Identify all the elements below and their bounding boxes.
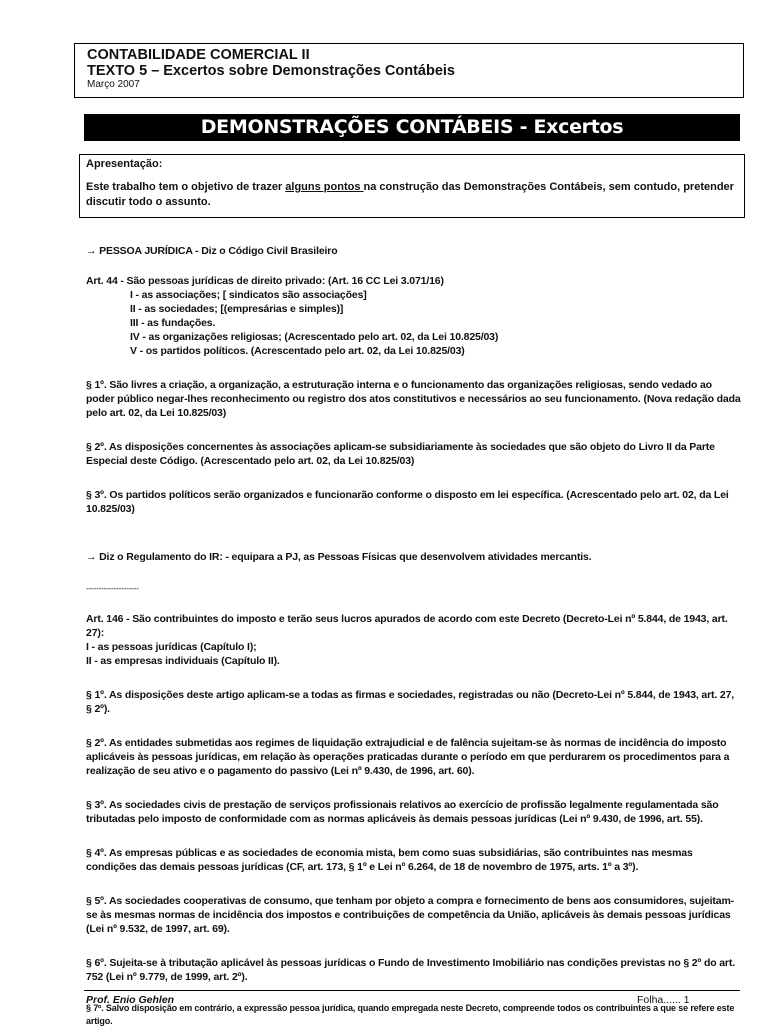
document-date: Março 2007 bbox=[87, 79, 140, 90]
footer-author: Prof. Enio Gehlen bbox=[86, 994, 175, 1006]
intro-text-underlined: alguns pontos bbox=[285, 181, 364, 193]
art146-paragraph-4: § 4º. As empresas públicas e as sociedades de economia mista, bem como suas subsidiárias, são contribuintes nas mesmas condições das demais pessoas jurídicas (CF, art. 173, § 1º e Lei nº 6.264, de 18 de novembro de 1975, arts. 1º a 3º). bbox=[86, 847, 693, 873]
art44-item: V - os partidos políticos. (Acrescentado pelo art. 02, da Lei 10.825/03) bbox=[130, 345, 465, 357]
art146-item: I - as pessoas jurídicas (Capítulo I); bbox=[86, 641, 257, 653]
intro-text-before: Este trabalho tem o objetivo de trazer bbox=[86, 181, 286, 193]
document-body bbox=[86, 244, 741, 1027]
art44-heading: Art. 44 - São pessoas jurídicas de direito privado: (Art. 16 CC Lei 3.071/16) bbox=[86, 275, 444, 287]
art146-item: II - as empresas individuais (Capítulo II). bbox=[86, 655, 280, 667]
art44-item: I - as associações; [ sindicatos são associações] bbox=[130, 289, 367, 301]
course-title: CONTABILIDADE COMERCIAL II bbox=[87, 47, 310, 63]
art44-item: II - as sociedades; [(empresárias e simples)] bbox=[130, 303, 344, 315]
intro-text bbox=[86, 180, 738, 210]
separator: --------------------- bbox=[86, 584, 139, 593]
ir-heading: → Diz o Regulamento do IR: - equipara a PJ, as Pessoas Físicas que desenvolvem atividades mercantis. bbox=[86, 551, 592, 563]
page-title: DEMONSTRAÇÕES CONTÁBEIS - Excertos bbox=[84, 114, 740, 141]
art146-paragraph-1: § 1º. As disposições deste artigo aplicam-se a todas as firmas e sociedades, registradas ou não (Decreto-Lei nº 5.844, de 1943, art. 27, § 2º). bbox=[86, 689, 735, 715]
cc-paragraph-3: § 3º. Os partidos políticos serão organizados e funcionarão conforme o disposto em lei específica. (Acrescentado pelo art. 02, da Lei 10.825/03) bbox=[86, 489, 729, 515]
footer-page-number: Folha...... 1 bbox=[637, 994, 690, 1006]
intro-box bbox=[79, 154, 745, 218]
intro-text-after: na construção das Demonstrações Contábeis, sem contudo, pretender discutir todo o assunto. bbox=[86, 181, 734, 208]
document-header bbox=[74, 43, 744, 98]
pj-heading: → PESSOA JURÍDICA - Diz o Código Civil Brasileiro bbox=[86, 245, 338, 257]
art146-paragraph-5: § 5º. As sociedades cooperativas de consumo, que tenham por objeto a compra e fornecimento de bens aos consumidores, sujeitam-se às mesmas normas de incidência dos impostos e contribuições de competência da União, aplicáveis às demais pessoas jurídicas (Lei nº 9.532, de 1997, art. 69). bbox=[86, 895, 734, 935]
cc-paragraph-2: § 2º. As disposições concernentes às associações aplicam-se subsidiariamente às sociedades que são objeto do Livro II da Parte Especial deste Código. (Acrescentado pelo art. 02, da Lei 10.825/03) bbox=[86, 441, 715, 467]
art146-paragraph-3: § 3º. As sociedades civis de prestação de serviços profissionais relativos ao exercício de profissão legalmente regulamentada são tributadas pelo imposto de conformidade com as normas aplicáveis às demais pessoas jurídicas (Lei nº 9.430, de 1996, art. 55). bbox=[86, 799, 719, 825]
footer-divider bbox=[84, 990, 740, 991]
art146-paragraph-7: § 7º. Salvo disposição em contrário, a expressão pessoa jurídica, quando empregada neste Decreto, compreende todos os contribuintes a que se refere este artigo. bbox=[86, 1003, 735, 1026]
text-title: TEXTO 5 – Excertos sobre Demonstrações Contábeis bbox=[87, 63, 456, 79]
art146-paragraph-2: § 2º. As entidades submetidas aos regimes de liquidação extrajudicial e de falência sujeitam-se às normas de incidência do imposto aplicáveis às pessoas jurídicas, em relação às operações praticadas durante o período em que perdurarem os procedimentos para a realização de seu ativo e o pagamento do passivo (Lei nº 9.430, de 1996, art. 60). bbox=[86, 737, 730, 777]
art44-item: III - as fundações. bbox=[130, 317, 216, 329]
art146-heading: Art. 146 - São contribuintes do imposto e terão seus lucros apurados de acordo com este Decreto (Decreto-Lei nº 5.844, de 1943, art. 27): bbox=[86, 613, 728, 639]
intro-heading: Apresentação: bbox=[86, 158, 163, 170]
art44-item: IV - as organizações religiosas; (Acrescentado pelo art. 02, da Lei 10.825/03) bbox=[130, 331, 499, 343]
art146-paragraph-6: § 6º. Sujeita-se à tributação aplicável às pessoas jurídicas o Fundo de Investimento Imobiliário nas condições previstas no § 2º do art. 752 (Lei nº 9.779, de 1999, art. 2º). bbox=[86, 957, 735, 983]
cc-paragraph-1: § 1º. São livres a criação, a organização, a estruturação interna e o funcionamento das organizações religiosas, sendo vedado ao poder público negar-lhes reconhecimento ou registro dos atos constitutivos e necessários ao seu funcionamento. (Nova redação dada pelo art. 02, da Lei 10.825/03) bbox=[86, 379, 741, 419]
